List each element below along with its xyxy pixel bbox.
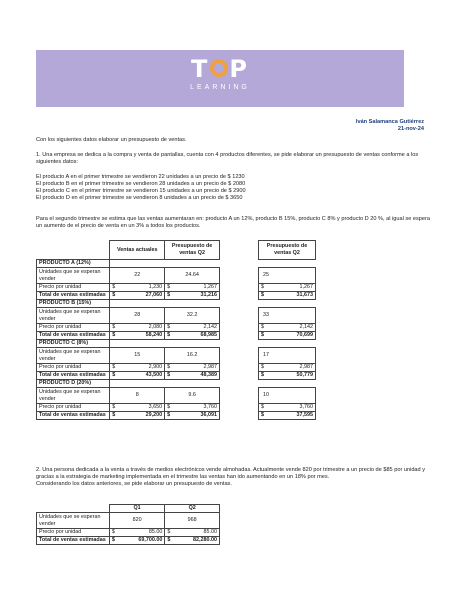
currency-symbol: $ xyxy=(165,332,177,340)
price-row xyxy=(37,364,220,372)
rounded-price: 3,760 xyxy=(270,404,315,412)
q2-total: 82,280.00 xyxy=(177,537,220,545)
units-row xyxy=(37,268,220,284)
product-line: El producto D en el primer trimestre se vendieron 8 unidades a un precio de $ 3650 xyxy=(36,195,243,201)
problem2-statement: 2. Una persona dedicada a la venta a través de medios electrónicos vende almohadas. Actualmente vende 820 por trimestre a un precio de $85 por unidad y gracias a la estrategia de marketing implementada en el trimestre las ventas han ido aumentando en un 18% por mes. xyxy=(36,467,426,480)
document-date: 21-nov-24 xyxy=(397,126,424,132)
currency-symbol: $ xyxy=(165,364,177,372)
section-spacer xyxy=(259,380,316,388)
product-line: El producto B en el primer trimestre se vendieron 28 unidades a un precio de $ 2080 xyxy=(36,181,246,187)
currency-symbol: $ xyxy=(259,292,271,300)
currency-symbol: $ xyxy=(165,372,177,380)
product-section-row xyxy=(37,260,220,268)
total-row xyxy=(37,412,220,420)
current-units: 8 xyxy=(110,388,165,404)
currency-symbol: $ xyxy=(259,324,271,332)
col-q1: Q1 xyxy=(109,505,165,513)
current-price: 3,650 xyxy=(122,404,165,412)
current-total: 29,200 xyxy=(122,412,165,420)
q1-units: 820 xyxy=(109,513,165,529)
row-label-units: Unidades que se esperan vender xyxy=(37,348,110,364)
problem2-statement2: Considerando los datos anteriores, se pide elaborar un presupuesto de ventas. xyxy=(36,481,232,487)
currency-symbol: $ xyxy=(110,292,122,300)
rounded-price: 2,142 xyxy=(270,324,315,332)
current-total: 27,060 xyxy=(122,292,165,300)
row-label-total: Total de ventas estimadas xyxy=(37,372,110,380)
col-q2: Q2 xyxy=(165,505,220,513)
budget-price: 3,760 xyxy=(177,404,220,412)
product-line: El producto A en el primer trimestre se vendieron 22 unidades a un precio de $ 1230 xyxy=(36,174,245,180)
intro-text: Con los siguientes datos elaborar un presupuesto de ventas. xyxy=(36,137,187,143)
currency-symbol: $ xyxy=(109,537,121,545)
q2-units: 968 xyxy=(165,513,220,529)
current-price: 2,900 xyxy=(122,364,165,372)
section-spacer xyxy=(110,300,220,308)
row-label-units: Unidades que se esperan vender xyxy=(37,388,110,404)
product-section-row xyxy=(37,380,220,388)
section-spacer xyxy=(259,340,316,348)
product-section-title: PRODUCTO B (15%) xyxy=(37,300,110,308)
row-label-total: Total de ventas estimadas xyxy=(37,537,110,545)
rounded-units: 33 xyxy=(259,308,316,324)
price-row xyxy=(37,284,220,292)
currency-symbol: $ xyxy=(259,412,271,420)
budget-units: 24.64 xyxy=(165,268,220,284)
rounded-price: 1,267 xyxy=(270,284,315,292)
price-row xyxy=(37,324,220,332)
currency-symbol: $ xyxy=(165,324,177,332)
units-row xyxy=(37,348,220,364)
current-price: 1,230 xyxy=(122,284,165,292)
problem1-statement: 1. Una empresa se dedica a la compra y venta de pantallas, cuenta con 4 productos diferentes, se pide elaborar un presupuesto de ventas conforme a los siguientes datos: xyxy=(36,152,419,165)
budget-price: 1,267 xyxy=(177,284,220,292)
budget-total: 68,985 xyxy=(177,332,220,340)
currency-symbol: $ xyxy=(259,284,271,292)
rounded-price: 2,987 xyxy=(270,364,315,372)
currency-symbol: $ xyxy=(259,364,271,372)
currency-symbol: $ xyxy=(165,537,177,545)
logo-wordmark: T P xyxy=(191,55,249,83)
row-label-price: Precio por unidad xyxy=(37,529,110,537)
currency-symbol: $ xyxy=(110,364,122,372)
budget-price: 2,142 xyxy=(177,324,220,332)
row-label-total: Total de ventas estimadas xyxy=(37,292,110,300)
budget-units: 9.6 xyxy=(165,388,220,404)
q2-price: 85.00 xyxy=(177,529,220,537)
currency-symbol: $ xyxy=(259,404,271,412)
budget-units: 32.2 xyxy=(165,308,220,324)
problem1-note: Para el segundo trimestre se estima que las ventas aumentaran en: producto A un 12%, producto B 15%, producto C 8% y producto D 20 %, al igual se espera un aumento de el precio de venta en un 3% a todos los productos. xyxy=(36,216,430,229)
budget-total: 36,091 xyxy=(177,412,220,420)
row-label-total: Total de ventas estimadas xyxy=(37,412,110,420)
currency-symbol: $ xyxy=(110,372,122,380)
currency-symbol: $ xyxy=(110,284,122,292)
current-total: 43,500 xyxy=(122,372,165,380)
currency-symbol: $ xyxy=(110,324,122,332)
col-budget-q2: Presupuesto de ventas Q2 xyxy=(165,241,220,260)
price-row xyxy=(37,404,220,412)
rounded-total: 37,595 xyxy=(270,412,315,420)
col-current-sales: Ventas actuales xyxy=(110,241,165,260)
currency-symbol: $ xyxy=(109,529,121,537)
rounded-total: 50,779 xyxy=(270,372,315,380)
row-label-price: Precio por unidad xyxy=(37,284,110,292)
currency-symbol: $ xyxy=(165,412,177,420)
rounded-units: 10 xyxy=(259,388,316,404)
product-line: El producto C en el primer trimestre se vendieron 15 unidades a un precio de $ 2900 xyxy=(36,188,246,194)
row-label-price: Precio por unidad xyxy=(37,404,110,412)
units-row xyxy=(37,308,220,324)
section-spacer xyxy=(259,300,316,308)
row-label-price: Precio por unidad xyxy=(37,324,110,332)
rounded-total: 70,699 xyxy=(270,332,315,340)
currency-symbol: $ xyxy=(259,372,271,380)
section-spacer xyxy=(110,260,220,268)
section-spacer xyxy=(110,340,220,348)
col-budget-q2-rounded: Presupuesto de ventas Q2 xyxy=(259,241,316,260)
total-row xyxy=(37,292,220,300)
budget-total: 48,389 xyxy=(177,372,220,380)
currency-symbol: $ xyxy=(165,404,177,412)
currency-symbol: $ xyxy=(110,332,122,340)
pillow-budget-table xyxy=(36,504,220,545)
currency-symbol: $ xyxy=(165,284,177,292)
current-units: 22 xyxy=(110,268,165,284)
current-total: 58,240 xyxy=(122,332,165,340)
row-label-units: Unidades que se esperan vender xyxy=(37,308,110,324)
row-label-price: Precio por unidad xyxy=(37,364,110,372)
budget-units: 16.2 xyxy=(165,348,220,364)
rounded-units: 17 xyxy=(259,348,316,364)
currency-symbol: $ xyxy=(165,292,177,300)
product-section-row xyxy=(37,340,220,348)
section-spacer xyxy=(110,380,220,388)
q1-total: 69,700.00 xyxy=(121,537,164,545)
product-section-title: PRODUCTO A (12%) xyxy=(37,260,110,268)
currency-symbol: $ xyxy=(110,412,122,420)
currency-symbol: $ xyxy=(110,404,122,412)
rounded-budget-table xyxy=(258,240,316,420)
header-banner xyxy=(36,50,404,107)
current-units: 28 xyxy=(110,308,165,324)
rounded-units: 25 xyxy=(259,268,316,284)
total-row xyxy=(37,332,220,340)
product-list xyxy=(36,174,430,202)
units-row xyxy=(37,388,220,404)
q1-price: 85.00 xyxy=(121,529,164,537)
section-spacer xyxy=(259,260,316,268)
rounded-total: 31,673 xyxy=(270,292,315,300)
author-name: Iván Salamanca Gutiérrez xyxy=(355,119,424,125)
total-row xyxy=(37,372,220,380)
row-label-units: Unidades que se esperan vender xyxy=(37,513,110,529)
top-learning-logo xyxy=(36,56,404,91)
product-section-title: PRODUCTO C (8%) xyxy=(37,340,110,348)
budget-price: 2,987 xyxy=(177,364,220,372)
row-label-total: Total de ventas estimadas xyxy=(37,332,110,340)
budget-total: 31,216 xyxy=(177,292,220,300)
currency-symbol: $ xyxy=(165,529,177,537)
row-label-units: Unidades que se esperan vender xyxy=(37,268,110,284)
current-units: 15 xyxy=(110,348,165,364)
current-price: 2,080 xyxy=(122,324,165,332)
product-section-title: PRODUCTO D (20%) xyxy=(37,380,110,388)
currency-symbol: $ xyxy=(259,332,271,340)
sales-budget-table xyxy=(36,240,220,420)
logo-subtitle: LEARNING xyxy=(190,84,250,91)
product-section-row xyxy=(37,300,220,308)
